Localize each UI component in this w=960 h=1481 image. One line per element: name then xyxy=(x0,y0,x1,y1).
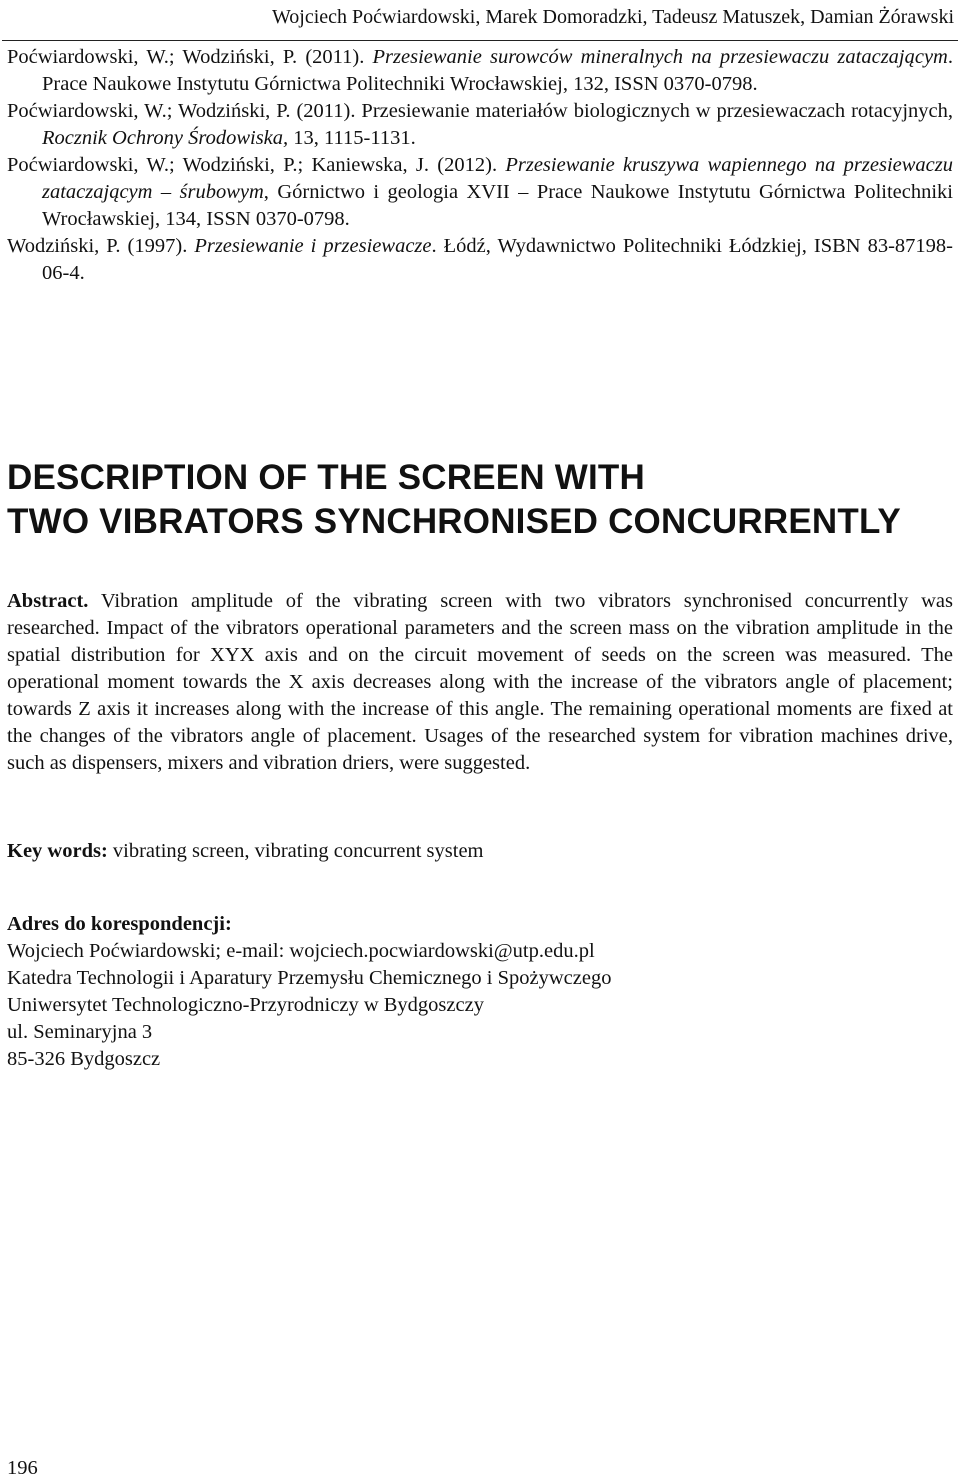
paper-title-line-2: TWO VIBRATORS SYNCHRONISED CONCURRENTLY xyxy=(7,502,901,541)
reference-title: Przesiewanie kruszywa wapiennego na przesiewaczu zataczającym – śrubowym xyxy=(42,154,953,203)
correspondence-city: 85-326 Bydgoszcz xyxy=(7,1048,161,1070)
reference-details: . Prace Naukowe Instytutu Górnictwa Politechniki Wrocławskiej, 132, ISSN 0370-0798. xyxy=(42,46,953,95)
paper-title-line-1: DESCRIPTION OF THE SCREEN WITH xyxy=(7,458,645,497)
reference-details: , Górnictwo i geologia XVII – Prace Naukowe Instytutu Górnictwa Politechniki Wrocławskiej, 134, ISSN 0370-0798. xyxy=(42,181,954,230)
abstract-text: Vibration amplitude of the vibrating screen with two vibrators synchronised concurrently was researched. Impact of the vibrators operational parameters and the screen mass on the vibration amplitude in the spatial distribution for XYX axis and on the circuit movement of seeds on the screen was measured. The operational moment towards the X axis decreases along with the increase of the vibrators angle of placement; towards Z axis it increases along with the increase of this angle. The remaining operational moments are fixed at the changes of the vibrators angle of placement. Usages of the researched system for vibration machines drive, such as dispensers, mixers and vibration driers, were suggested. xyxy=(7,590,953,774)
abstract-label: Abstract. xyxy=(7,590,89,612)
references-list xyxy=(7,44,953,287)
reference-item xyxy=(7,233,953,287)
reference-item xyxy=(7,98,953,152)
page-number: 196 xyxy=(7,1457,38,1479)
reference-details: 13, 1115-1131. xyxy=(288,127,416,149)
keywords xyxy=(7,838,953,865)
reference-details: . Łódź, Wydawnictwo Politechniki Łódzkiej, ISBN 83-87198-06-4. xyxy=(42,235,953,284)
reference-authors: Poćwiardowski, W.; Wodziński, P. (2011). xyxy=(7,46,373,68)
reference-item xyxy=(7,152,953,233)
reference-title: Przesiewanie i przesiewacze xyxy=(194,235,432,257)
reference-item xyxy=(7,44,953,98)
reference-authors: Poćwiardowski, W.; Wodziński, P. (2011). Przesiewanie materiałów biologicznych w przesiewaczach rotacyjnych, xyxy=(7,100,953,122)
abstract xyxy=(7,588,953,777)
reference-authors: Poćwiardowski, W.; Wodziński, P.; Kaniewska, J. (2012). xyxy=(7,154,506,176)
correspondence-street: ul. Seminaryjna 3 xyxy=(7,1021,153,1043)
correspondence-block xyxy=(7,911,953,1073)
reference-title: Przesiewanie surowców mineralnych na przesiewaczu zataczającym xyxy=(372,46,948,68)
correspondence-label: Adres do korespondencji: xyxy=(7,913,232,935)
reference-authors: Wodziński, P. (1997). xyxy=(7,235,195,257)
running-head: Wojciech Poćwiardowski, Marek Domoradzki, Tadeusz Matuszek, Damian Żórawski xyxy=(272,6,954,28)
keywords-text: vibrating screen, vibrating concurrent system xyxy=(107,840,484,862)
reference-title: Rocznik Ochrony Środowiska, xyxy=(42,127,289,149)
keywords-label: Key words: xyxy=(7,840,108,862)
paper-title xyxy=(7,456,953,544)
correspondence-department: Katedra Technologii i Aparatury Przemysłu Chemicznego i Spożywczego xyxy=(7,967,612,989)
correspondence-university: Uniwersytet Technologiczno-Przyrodniczy w Bydgoszczy xyxy=(7,994,484,1016)
correspondence-author-email: Wojciech Poćwiardowski; e-mail: wojciech.pocwiardowski@utp.edu.pl xyxy=(7,940,595,962)
header-divider xyxy=(2,40,958,41)
